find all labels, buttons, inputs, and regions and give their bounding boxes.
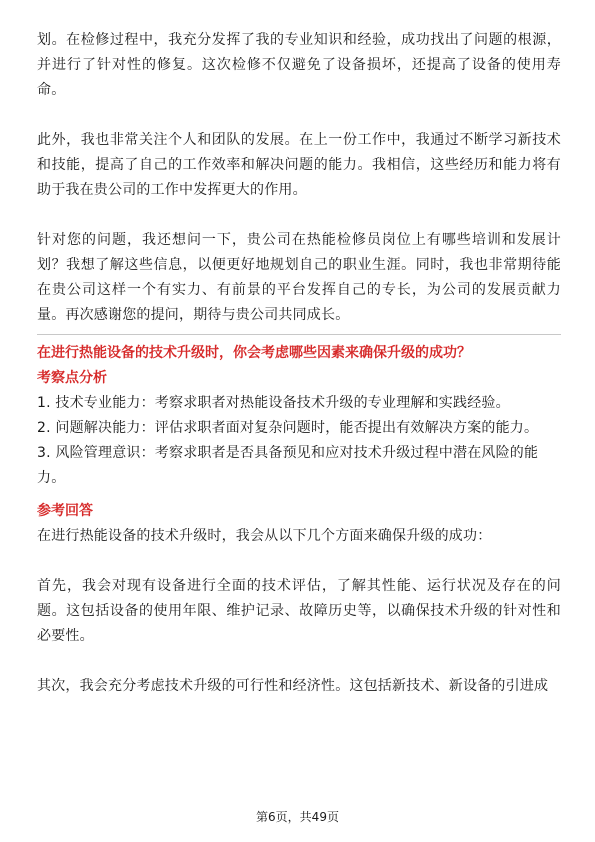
page-number: 第6页，共49页 — [256, 810, 339, 824]
intro-paragraph-1: 划。在检修过程中，我充分发挥了我的专业知识和经验，成功找出了问题的根源，并进行了针对性的修复。这次检修不仅避免了设备损坏，还提高了设备的使用寿命。 — [37, 32, 561, 98]
analysis-item-2: 2. 问题解决能力：评估求职者面对复杂问题时，能否提出有效解决方案的能力。 — [37, 420, 539, 436]
answer-paragraph-1: 在进行热能设备的技术升级时，我会从以下几个方面来确保升级的成功： — [37, 528, 492, 544]
analysis-title: 考察点分析 — [37, 370, 107, 386]
analysis-item-1: 1. 技术专业能力：考察求职者对热能设备技术升级的专业理解和实践经验。 — [37, 395, 510, 411]
answer-title: 参考回答 — [37, 503, 93, 519]
question-heading: 在进行热能设备的技术升级时，你会考虑哪些因素来确保升级的成功？ — [37, 345, 471, 361]
answer-paragraph-3: 其次，我会充分考虑技术升级的可行性和经济性。这包括新技术、新设备的引进成 — [37, 678, 549, 694]
page-content — [37, 28, 561, 699]
answer-paragraph-2: 首先，我会对现有设备进行全面的技术评估，了解其性能、运行状况及存在的问题。这包括设备的使用年限、维护记录、故障历史等，以确保技术升级的针对性和必要性。 — [37, 578, 561, 644]
analysis-item-3: 3. 风险管理意识：考察求职者是否具备预见和应对技术升级过程中潜在风险的能力。 — [37, 445, 539, 486]
section-divider — [37, 334, 561, 335]
intro-paragraph-2: 此外，我也非常关注个人和团队的发展。在上一份工作中，我通过不断学习新技术和技能，提高了自己的工作效率和解决问题的能力。我相信，这些经历和能力将有助于我在贵公司的工作中发挥更大的作用。 — [37, 132, 561, 198]
intro-paragraph-3: 针对您的问题，我还想问一下，贵公司在热能检修员岗位上有哪些培训和发展计划？我想了解这些信息，以便更好地规划自己的职业生涯。同时，我也非常期待能在贵公司这样一个有实力、有前景的平台发挥自己的专长，为公司的发展贡献力量。再次感谢您的提问，期待与贵公司共同成长。 — [37, 232, 561, 323]
